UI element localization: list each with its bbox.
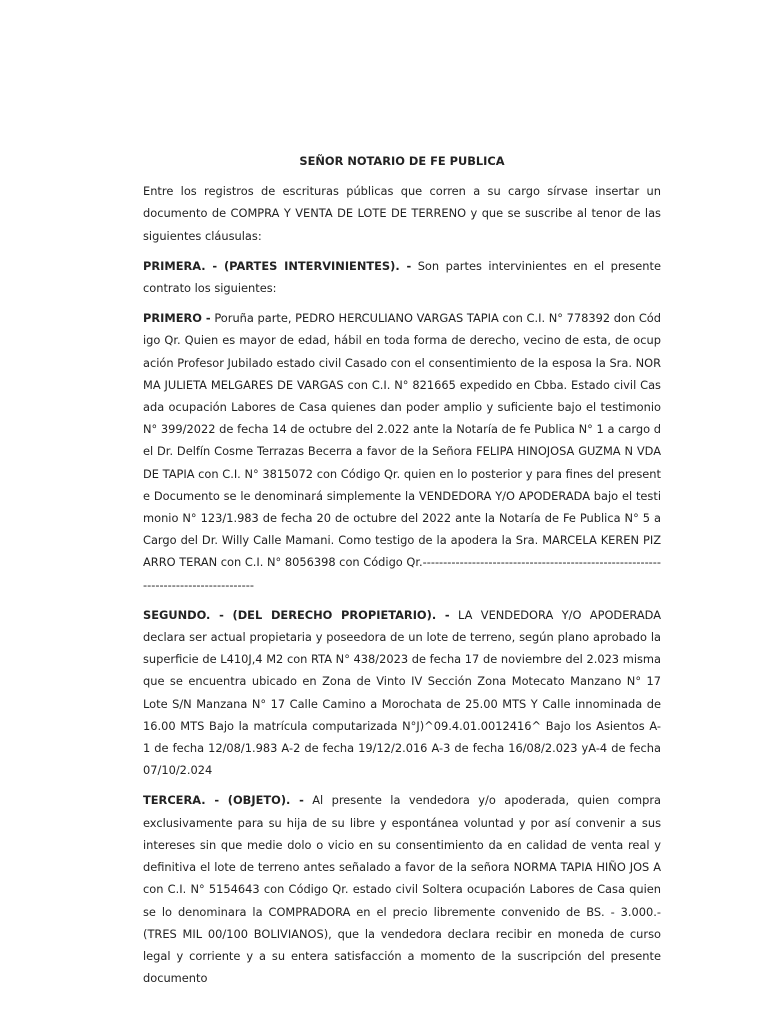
clause-tercera-heading: TERCERA. - (OBJETO). -	[143, 793, 304, 808]
clause-segundo	[143, 604, 661, 782]
clause-primera-text: Son partes intervinientes en el presente contrato los siguientes:	[143, 258, 661, 296]
clause-primera	[143, 255, 661, 299]
clause-primero-text: Poruña parte, PEDRO HERCULIANO VARGAS TAPIA con C.I. N° 778392 don Código Qr. Quien es mayor de edad, hábil en toda forma de derecho, vecino de esta, de ocupación Profesor Jubilado estado civil Casado con el consentimiento de la esposa la Sra. NORMA JULIETA MELGARES DE VARGAS con C.I. N° 821665 expedido en Cbba. Estado civil Casada ocupación Labores de Casa quienes dan poder amplio y suficiente bajo el testimonio N° 399/2022 de fecha 14 de octubre del 2.022 ante la Notaría de fe Publica N° 1 a cargo del Dr. Delfín Cosme Terrazas Becerra a favor de la Señora FELIPA HINOJOSA GUZMA N VDA DE TAPIA con C.I. N° 3815072 con Código Qr. quien en lo posterior y para fines del presente Documento se le denominará simplemente la VENDEDORA Y/O APODERADA bajo el testimonio N° 123/1.983 de fecha 20 de octubre del 2022 ante la Notaría de Fe Publica N° 5 a Cargo del Dr. Willy Calle Mamani. Como testigo de la apodera la Sra. MARCELA KEREN PIZARRO TERAN con C.I. N° 8056398 con Código Qr.-------------------------------------------------------------------------------------	[143, 311, 662, 592]
clause-primero-heading: PRIMERO -	[143, 311, 211, 326]
clause-primero	[143, 307, 661, 596]
document-body	[143, 150, 661, 997]
intro-paragraph: Entre los registros de escrituras públicas que corren a su cargo sírvase insertar un documento de COMPRA Y VENTA DE LOTE DE TERRENO y que se suscribe al tenor de las siguientes cláusulas:	[143, 184, 661, 243]
clause-segundo-text: LA VENDEDORA Y/O APODERADA declara ser actual propietaria y poseedora de un lote de terreno, según plano aprobado la superficie de L410J,4 M2 con RTA N° 438/2023 de fecha 17 de noviembre del 2.023 misma que se encuentra ubicado en Zona de Vinto IV Sección Zona Motecato Manzano N° 17 Lote S/N Manzana N° 17 Calle Camino a Morochata de 25.00 MTS Y Calle innominada de 16.00 MTS Bajo la matrícula computarizada N°J)^09.4.01.0012416^ Bajo los Asientos A- 1 de fecha 12/08/1.983 A-2 de fecha 19/12/2.016 A-3 de fecha 16/08/2.023 yA-4 de fecha 07/10/2.024	[143, 607, 661, 778]
clause-tercera-text: Al presente la vendedora y/o apoderada, quien compra exclusivamente para su hija de su libre y espontánea voluntad y por así convenir a sus intereses sin que medie dolo o vicio en su consentimiento da en calidad de venta real y definitiva el lote de terreno antes señalado a favor de la señora NORMA TAPIA HIÑO JOS A con C.I. N° 5154643 con Código Qr. estado civil Soltera ocupación Labores de Casa quien se lo denominara la COMPRADORA en el precio libremente convenido de BS. - 3.000.- (TRES MIL 00/100 BOLIVIANOS), que la vendedora declara recibir en moneda de curso legal y corriente y a su entera satisfacción a momento de la suscripción del presente documento	[143, 793, 662, 986]
clause-primera-heading: PRIMERA. - (PARTES INTERVINIENTES). -	[143, 258, 412, 273]
clause-segundo-heading: SEGUNDO. - (DEL DERECHO PROPIETARIO). -	[143, 607, 450, 622]
document-title: SEÑOR NOTARIO DE FE PUBLICA	[299, 154, 505, 168]
clause-tercera	[143, 789, 661, 989]
